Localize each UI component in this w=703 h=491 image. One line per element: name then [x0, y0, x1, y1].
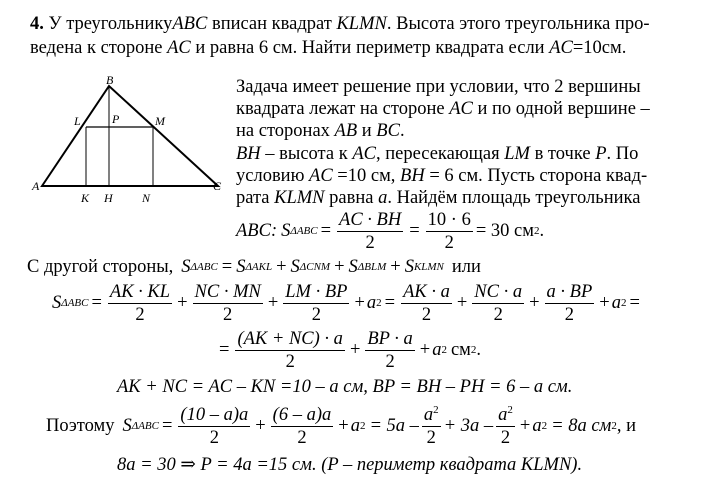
- text: =: [219, 339, 230, 360]
- text: + 3a –: [443, 415, 494, 436]
- fraction: [283, 281, 349, 326]
- text: . Высота этого треугольника про-: [386, 14, 650, 34]
- fraction: [271, 404, 334, 449]
- text: S: [404, 256, 414, 277]
- text: .: [399, 121, 405, 141]
- text: =10 см,: [337, 166, 396, 186]
- text: a: [611, 292, 621, 313]
- fraction: [472, 281, 524, 326]
- denominator: 2: [500, 427, 511, 448]
- text: +: [456, 292, 468, 313]
- text: .: [539, 220, 545, 241]
- text: Поэтому: [46, 415, 115, 436]
- text: (P – периметр квадрата KLMN).: [321, 455, 583, 475]
- text: и: [361, 121, 372, 141]
- text: LM: [504, 144, 530, 164]
- denominator: 2: [426, 427, 436, 448]
- text: +: [349, 339, 361, 360]
- text: 8a = 30: [117, 455, 176, 475]
- text: = 5a –: [369, 415, 419, 436]
- text: =: [161, 415, 173, 436]
- problem-line-2: [30, 37, 626, 59]
- text: P: [595, 144, 607, 164]
- text: =: [629, 292, 640, 313]
- numerator: AK · a: [403, 281, 450, 302]
- denominator: 2: [297, 427, 307, 448]
- text: равна: [329, 188, 374, 208]
- fraction: [178, 404, 250, 449]
- text: S: [122, 415, 132, 436]
- text: +: [419, 339, 431, 360]
- formula-therefore: Поэтому S ΔABC = $\frac{(10 - a)a}{2}$ + $\frac{(6 - a)a}{2}$ + a 2 = 5a – $\frac{a^2}{2}$ + 3a – $\frac{a^2}{2}$ + a 2 = 8a см 2 , и: [46, 403, 637, 448]
- denominator: 2: [493, 304, 503, 325]
- solution-line-6: [236, 187, 640, 209]
- formula-final: [117, 454, 582, 476]
- fraction: [545, 281, 595, 326]
- formula-combined: = $\frac{(AK + NC) \cdot a}{2}$ + $\frac{BP \cdot a}{2}$ + a 2 см 2 .: [219, 328, 482, 372]
- denominator: 2: [564, 304, 575, 325]
- fraction: [235, 328, 345, 373]
- text: =: [91, 292, 102, 313]
- solution-line-2: [236, 98, 650, 120]
- label-b: B: [106, 74, 114, 87]
- formula-area-sum: С другой стороны, S ΔABC = S ΔAKL + S ΔCNM + S ΔBLM + S KLMN или: [27, 256, 481, 277]
- label-c: C: [213, 179, 222, 193]
- denominator: 2: [385, 351, 395, 372]
- formula-expand: S ΔABC = $\frac{AK \cdot KL}{2}$ + $\frac{NC \cdot MN}{2}$ + $\frac{LM \cdot BP}{2}$ + a 2 = $\frac{AK \cdot a}{2}$ + $\frac{NC \cdot a}{2}$ + $\frac{a \cdot BP}{2}$ + a 2 =: [52, 281, 640, 325]
- text: +: [390, 256, 401, 277]
- solution-line-3: [236, 120, 405, 142]
- text: +: [177, 292, 188, 313]
- numerator: [422, 404, 441, 427]
- text: и равна 6 см. Найти периметр квадрата если: [195, 38, 545, 58]
- numerator: LM · BP: [285, 281, 348, 302]
- text: – высота к: [265, 144, 348, 164]
- numerator: [496, 404, 515, 427]
- denominator: 2: [209, 427, 219, 448]
- text: =: [320, 220, 332, 241]
- text: BC: [376, 121, 400, 141]
- fraction: [426, 209, 473, 254]
- text: +: [599, 292, 610, 313]
- text: AC: [167, 38, 191, 58]
- denominator: 2: [223, 304, 233, 325]
- text: в точке: [534, 144, 591, 164]
- text: AC: [449, 99, 473, 119]
- formula-sides: [117, 376, 572, 398]
- label-n: N: [142, 191, 151, 205]
- text: +: [519, 415, 531, 436]
- text: +: [354, 292, 365, 313]
- numerator: (AK + NC) · a: [237, 328, 343, 349]
- text: , пересекающая: [375, 144, 500, 164]
- text: ведена к стороне: [30, 38, 163, 58]
- text: S: [236, 256, 246, 277]
- text: или: [451, 256, 481, 277]
- text: +: [255, 415, 266, 436]
- text: +: [334, 256, 345, 277]
- text: рата: [236, 188, 270, 208]
- text: a: [378, 188, 388, 208]
- denominator: 2: [135, 304, 145, 325]
- text: +: [529, 292, 540, 313]
- solution-line-4: [236, 143, 638, 165]
- numerator: AC · BH: [339, 209, 402, 230]
- text: . По: [606, 144, 639, 164]
- label-p: P: [112, 112, 120, 126]
- text: =: [409, 220, 420, 241]
- text: a: [498, 404, 508, 425]
- numerator: AK · KL: [109, 281, 171, 302]
- problem-number: 4.: [30, 14, 44, 34]
- text: У треугольнику: [48, 14, 173, 34]
- text: AC: [549, 38, 573, 58]
- text: вписан квадрат: [211, 14, 332, 34]
- label-h: H: [104, 191, 113, 205]
- text: S: [290, 256, 300, 277]
- text: ABC: [172, 14, 208, 34]
- text: S: [181, 256, 191, 277]
- text: =: [221, 256, 233, 277]
- text: S: [348, 256, 358, 277]
- text: +: [267, 292, 279, 313]
- denominator: 2: [444, 232, 454, 253]
- fraction: [108, 281, 172, 326]
- text: = 30 см: [475, 220, 534, 241]
- solution-line-5: [236, 165, 647, 187]
- numerator: BP · a: [367, 328, 413, 349]
- text: BH: [400, 166, 425, 186]
- text: AC: [309, 166, 333, 186]
- text: P = 4a =15 см.: [200, 455, 317, 475]
- denominator: 2: [421, 304, 432, 325]
- text: Задача имеет решение при условии, что 2 вершины: [236, 77, 641, 97]
- label-k: K: [81, 191, 90, 205]
- denominator: 2: [285, 351, 295, 372]
- numerator: NC · MN: [194, 281, 261, 302]
- text: BH: [236, 144, 261, 164]
- text: S: [281, 220, 291, 241]
- triangle-abc: [42, 86, 218, 186]
- text: .: [476, 339, 482, 360]
- numerator: (10 – a)a: [180, 404, 249, 425]
- triangle-figure: [28, 74, 233, 208]
- fraction: [365, 328, 414, 373]
- formula-area-1: ABC: S ΔABC = $\frac{AC \cdot BH}{2}$ = $\frac{10 \cdot 6}{2}$ = 30 см 2 .: [236, 209, 545, 253]
- arrow: ⇒: [180, 455, 196, 475]
- text: квадрата лежат на стороне: [236, 99, 445, 119]
- text: =: [384, 292, 396, 313]
- text: a: [432, 339, 442, 360]
- text: ABC:: [236, 220, 278, 241]
- text: С другой стороны,: [27, 256, 174, 277]
- solution-line-1: [236, 76, 641, 98]
- label-l: L: [74, 114, 81, 128]
- text: a: [366, 292, 377, 313]
- numerator: a · BP: [546, 281, 593, 302]
- denominator: 2: [365, 232, 375, 253]
- text: , и: [616, 415, 637, 436]
- superscript: 2: [433, 403, 439, 416]
- text: AK + NC = AC – KN =10 – a см, BP = BH – PH = 6 – a см.: [117, 377, 573, 397]
- text: . Найдём площадь треугольника: [387, 188, 641, 208]
- text: KLMN: [336, 14, 387, 34]
- text: a: [350, 415, 360, 436]
- text: и по одной вершине –: [477, 99, 650, 119]
- fraction: [422, 404, 441, 449]
- text: = 6 см. Пусть сторона квад-: [429, 166, 648, 186]
- fraction: [193, 281, 263, 326]
- problem-line-1: [30, 13, 650, 35]
- fraction: [401, 281, 452, 326]
- label-m: M: [155, 114, 165, 128]
- text: условию: [236, 166, 305, 186]
- text: a: [423, 404, 434, 425]
- text: S: [52, 292, 62, 313]
- fraction: [337, 209, 403, 254]
- text: AB: [334, 121, 358, 141]
- text: a: [532, 415, 542, 436]
- text: на сторонах: [236, 121, 330, 141]
- numerator: (6 – a)a: [272, 404, 332, 425]
- numerator: NC · a: [474, 281, 523, 302]
- text: см: [450, 339, 471, 360]
- text: = 8a см: [551, 415, 612, 436]
- text: KLMN: [274, 188, 325, 208]
- numerator: 10 · 6: [427, 209, 471, 230]
- text: AC: [352, 144, 376, 164]
- superscript: 2: [507, 403, 513, 416]
- text: +: [338, 415, 349, 436]
- fraction: [496, 404, 515, 449]
- denominator: 2: [311, 304, 321, 325]
- label-a: A: [32, 179, 40, 193]
- text: =10см.: [572, 38, 627, 58]
- text: +: [276, 256, 287, 277]
